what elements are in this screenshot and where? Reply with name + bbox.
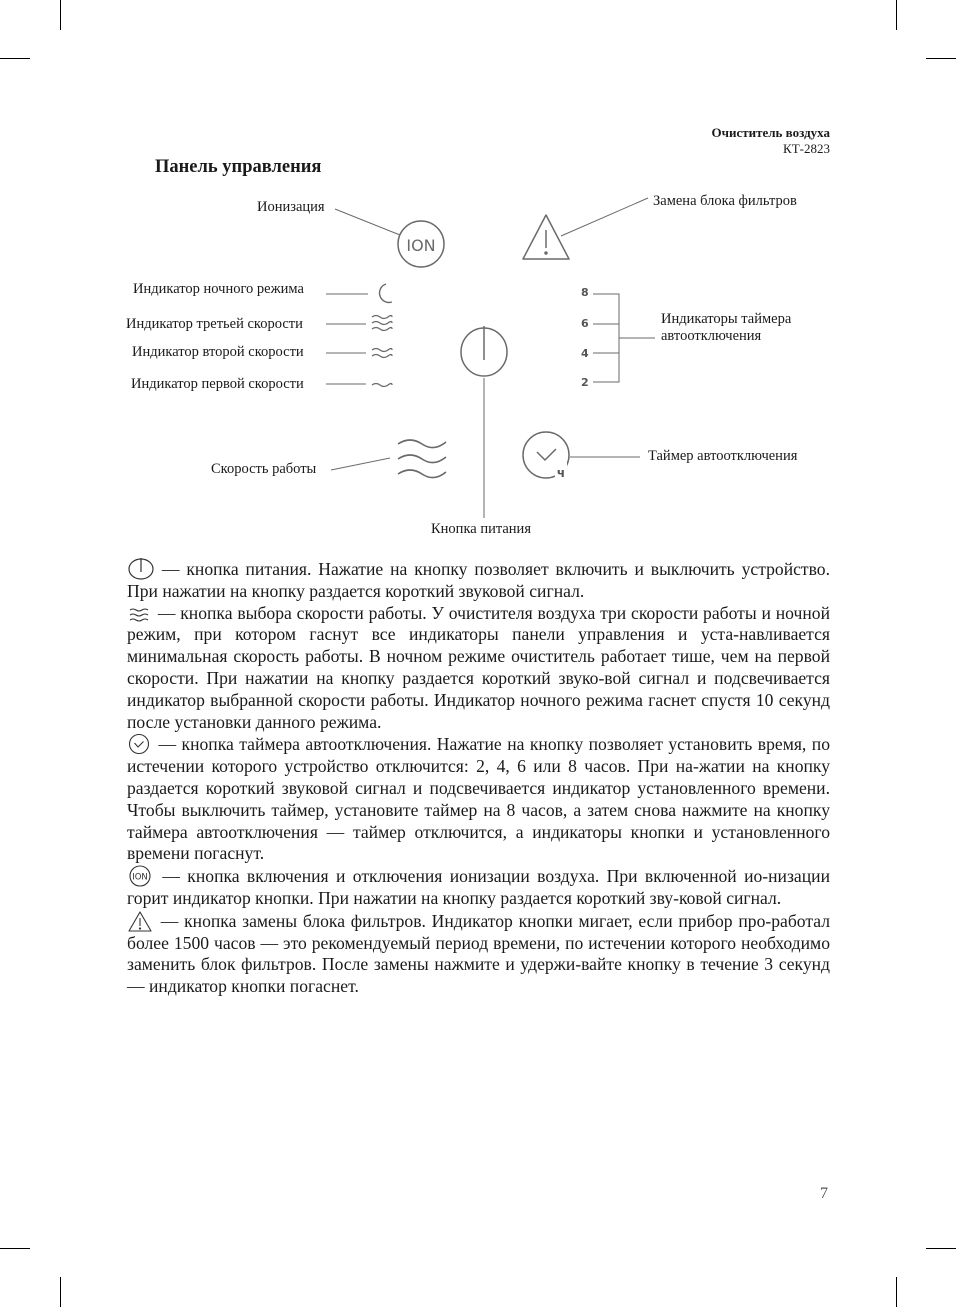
ion-button-icon	[398, 221, 444, 267]
label-filter-replace: Замена блока фильтров	[653, 193, 797, 209]
paragraph-ion	[127, 865, 830, 910]
speed-1-icon	[372, 384, 392, 387]
speed-button-icon	[398, 440, 446, 478]
power-button-icon	[461, 326, 507, 376]
moon-icon	[380, 284, 392, 302]
filter-warning-icon	[523, 215, 569, 259]
label-speed-button: Скорость работы	[211, 461, 317, 477]
paragraph-timer-text: — кнопка таймера автоотключения. Нажатие на кнопку позволяет установить время, по истечении которого устройство отключится: 2, 4, 6 или 8 часов. При на-жатии на кнопку раздается короткий звуковой сигнал и подсвечивается индикатор установленного времени. Чтобы выключить таймер, установите таймер на 8 часов, а затем снова нажмите на кнопку таймера автоотключения — таймер отключится, а индикаторы кнопки и установленного времени погаснут.	[127, 734, 830, 864]
speed-3-icon	[372, 316, 392, 331]
crop-mark	[60, 1277, 61, 1307]
label-speed1-indicator: Индикатор первой скорости	[131, 376, 304, 392]
label-timer-button: Таймер автоотключения	[648, 448, 798, 464]
timer-value-6: 6	[581, 317, 589, 330]
crop-mark	[0, 1248, 30, 1249]
crop-mark	[896, 1277, 897, 1307]
svg-text:ION: ION	[132, 872, 148, 883]
ion-icon	[127, 865, 155, 887]
svg-text:ч: ч	[556, 466, 566, 480]
paragraph-power-text: — кнопка питания. Нажатие на кнопку позволяет включить и выключить устройство. При нажатии на кнопку раздается короткий звуковой сигнал.	[127, 559, 830, 601]
label-timer-indicators	[661, 311, 791, 345]
paragraph-power	[127, 558, 830, 603]
paragraph-filter	[127, 910, 830, 998]
label-speed2-indicator: Индикатор второй скорости	[132, 344, 304, 360]
section-title: Панель управления	[155, 157, 322, 177]
label-ionization: Ионизация	[257, 199, 325, 215]
product-model: КТ-2823	[783, 141, 830, 156]
timer-value-4: 4	[581, 347, 589, 360]
speed-2-icon	[372, 349, 392, 358]
warning-icon	[127, 910, 155, 932]
label-timer-indicators-line1: Индикаторы таймера	[661, 311, 792, 327]
paragraph-ion-text: — кнопка включения и отключения ионизации воздуха. При включенной ио-низации горит индикатор кнопки. При нажатии на кнопку раздается короткий зву-ковой сигнал.	[127, 866, 830, 908]
timer-icon	[127, 733, 153, 755]
timer-value-8: 8	[581, 286, 589, 299]
label-timer-indicators-line2: автоотключения	[661, 328, 762, 344]
power-icon	[127, 558, 155, 580]
crop-mark	[926, 1248, 956, 1249]
timer-value-2: 2	[581, 376, 589, 389]
product-name: Очиститель воздуха	[711, 125, 830, 140]
paragraph-speed-text: — кнопка выбора скорости работы. У очистителя воздуха три скорости работы и ночной режим, при котором гаснут все индикаторы панели управления и уста-навливается минимальная скорость работы. В ночном режиме очиститель работает тише, чем на первой скорости. При нажатии на кнопку раздается короткий звуко-вой сигнал и подсвечивается индикатор выбранной скорости работы. Индикатор ночного режима гаснет спустя 10 секунд после установки данного режима.	[127, 602, 830, 732]
control-panel-diagram	[0, 0, 956, 560]
paragraph-filter-text: — кнопка замены блока фильтров. Индикатор кнопки мигает, если прибор про-работал более 1500 часов — это рекомендуемый период времени, по истечении которого необходимо заменить блок фильтров. После замены нажмите и удержи-вайте кнопку в течение 3 секунд — индикатор кнопки погаснет.	[127, 910, 830, 997]
button-descriptions	[127, 558, 830, 998]
page-number: 7	[820, 1185, 828, 1202]
timer-button-icon	[523, 432, 569, 480]
label-night-indicator: Индикатор ночного режима	[133, 281, 304, 297]
paragraph-timer	[127, 733, 830, 865]
svg-text:ION: ION	[406, 236, 436, 255]
label-speed3-indicator: Индикатор третьей скорости	[126, 316, 303, 332]
speed-icon	[127, 604, 153, 624]
label-power-button: Кнопка питания	[431, 521, 531, 537]
paragraph-speed	[127, 603, 830, 734]
